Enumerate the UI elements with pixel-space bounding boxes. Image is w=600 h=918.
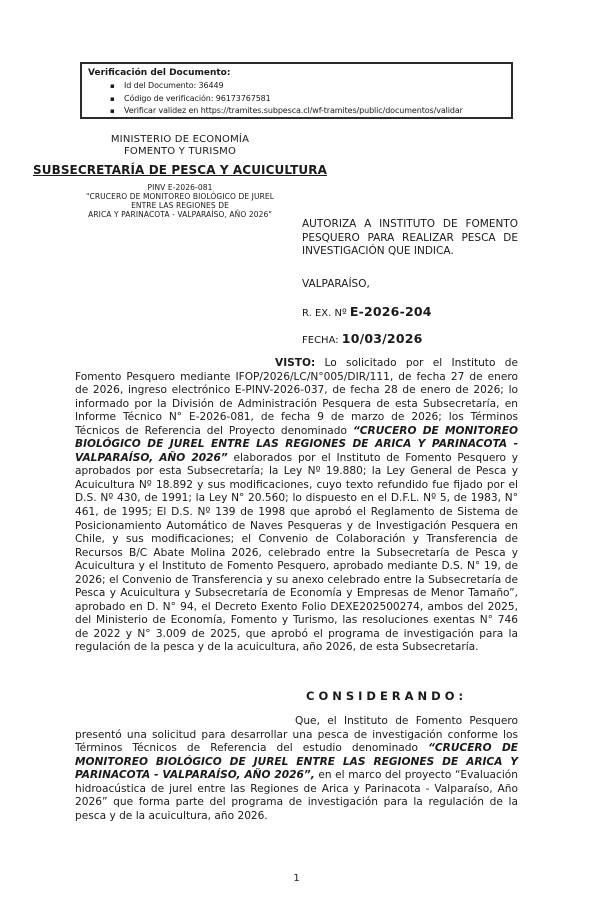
resolution-number-label: R. EX. Nº bbox=[302, 308, 350, 319]
visto-paragraph: VISTO: Lo solicitado por el Instituto de Fomento Pesquero mediante IFOP/2026/LC/N°005/DIR/111, de fecha 27 de enero de 2026, ingreso electrónico E-PINV-2026-037, de fecha 28 de enero de 2026; lo informado por la División de Administración Pesquera de esta Subsecretaría, en Informe Técnico N° E-2026-081, de fecha 9 de marzo de 2026; los Términos Técnicos de Referencia del Proyecto denominado “CRUCERO DE MONITOREO BIOLÓGICO DE JUREL ENTRE LAS REGIONES DE ARICA Y PARINACOTA - VALPARAÍSO, AÑO 2026” elaborados por el Instituto de Fomento Pesquero y aprobados por esta Subsecretaría; la Ley Nº 19.880; la Ley General de Pesca y Acuicultura Nº 18.892 y sus modificaciones, cuyo texto refundido fue fijado por el D.S. Nº 430, de 1991; la Ley N° 20.560; lo dispuesto en el D.F.L. Nº 5, de 1983, N° 461, de 1995; El D.S. Nº 139 de 1998 que aprobó el Reglamento de Sistema de Posicionamiento Automático de Naves Pesqueras y de Investigación Pesquera en Chile, y sus modificaciones; el Convenio de Colaboración y Transferencia de Recursos B/C Abate Molina 2026, celebrado entre la Subsecretaría de Pesca y Acuicultura y el Instituto de Fomento Pesquero, aprobado mediante D.S. N° 19, de 2026; el Convenio de Transferencia y su anexo celebrado entre la Subsecretaría de Pesca y Acuicultura y Subsecretaría de Economía y Empresas de Menor Tamaño”, aprobado en D. N° 94, el Decreto Exento Folio DEXE202500274, ambos del 2025, del Ministerio de Economía, Fomento y Turismo, las resoluciones exentas N° 746 de 2022 y N° 3.009 de 2025, que aprobó el programa de investigación para la regulación de la pesca y de la acuicultura, año 2026, de esta Subsecretaría. bbox=[75, 357, 518, 654]
bullet-icon: ▪ bbox=[110, 94, 115, 103]
resolution-number-line bbox=[302, 304, 432, 319]
date-label: FECHA: bbox=[302, 335, 342, 346]
considerando-paragraph: Que, el Instituto de Fomento Pesquero presentó una solicitud para desarrollar una pesca de investigación conforme los Términos Técnicos de Referencia del estudio denominado “CRUCERO DE MONITOREO BIOLÓGICO DE JUREL ENTRE LAS REGIONES DE ARICA Y PARINACOTA - VALPARAÍSO, AÑO 2026”, en el marco del proyecto “Evaluación hidroacústica de jurel entre las Regiones de Arica y Parinacota - Valparaíso, Año 2026” que forma parte del programa de investigación para la regulación de la pesca y de la acuicultura, año 2026. bbox=[75, 715, 518, 822]
page-number: 1 bbox=[293, 873, 300, 884]
verification-item-id bbox=[88, 80, 505, 93]
resolution-subject: AUTORIZA A INSTITUTO DE FOMENTO PESQUERO PARA REALIZAR PESCA DE INVESTIGACIÓN QUE INDICA. bbox=[302, 218, 518, 257]
city-line: VALPARAÍSO, bbox=[302, 278, 370, 290]
subsecretaria-heading: SUBSECRETARÍA DE PESCA Y ACUICULTURA bbox=[32, 163, 327, 177]
project-code: PINV E-2026-081 bbox=[147, 183, 213, 192]
project-reference-block bbox=[30, 183, 330, 219]
resolution-number-value: E-2026-204 bbox=[349, 304, 432, 319]
verification-item-code bbox=[88, 93, 505, 106]
verification-title: Verificación del Documento: bbox=[88, 68, 231, 78]
verification-item-text: Código de verificación: 96173767581 bbox=[124, 93, 271, 103]
verification-url-text: Verificar validez en https://tramites.subpesca.cl/wf-tramites/public/documentos/validar bbox=[124, 106, 463, 115]
considerando-heading: CONSIDERANDO: bbox=[306, 689, 468, 703]
ministry-name-line2: FOMENTO Y TURISMO bbox=[123, 146, 237, 157]
ministry-name-line1: MINISTERIO DE ECONOMÍA bbox=[110, 134, 250, 145]
project-title-line2: ENTRE LAS REGIONES DE bbox=[131, 201, 229, 210]
bullet-icon: ▪ bbox=[110, 82, 115, 90]
date-line bbox=[302, 331, 423, 346]
letterhead bbox=[30, 134, 330, 219]
verification-item-url bbox=[88, 105, 505, 118]
date-value: 10/03/2026 bbox=[341, 331, 423, 346]
verification-item-text: Id del Documento: 36449 bbox=[124, 81, 224, 90]
project-title-line3: ARICA Y PARINACOTA - VALPARAÍSO, AÑO 2026" bbox=[88, 210, 272, 219]
verification-box bbox=[80, 62, 513, 119]
bullet-icon: ▪ bbox=[110, 107, 115, 115]
project-title-line1: "CRUCERO DE MONITOREO BIOLÓGICO DE JUREL bbox=[85, 192, 275, 201]
